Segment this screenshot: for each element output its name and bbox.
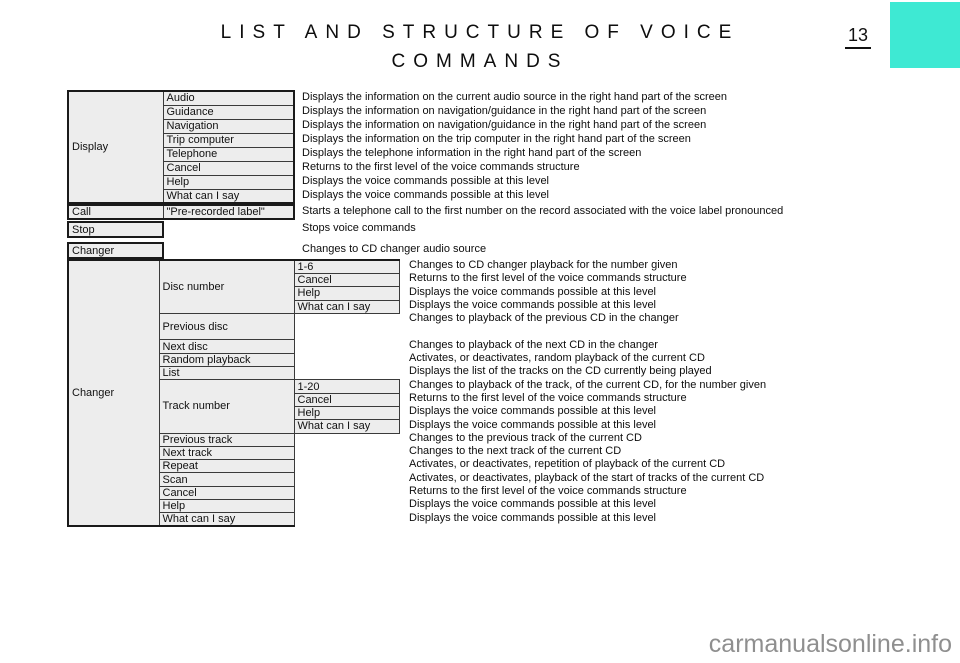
- command-cell: Cancel: [294, 274, 399, 287]
- command-description: Returns to the first level of the voice commands structure: [302, 161, 580, 173]
- empty-cell: [294, 513, 399, 527]
- command-description: Displays the voice commands possible at this level: [409, 298, 657, 311]
- command-description: Displays the information on navigation/guidance in the right hand part of the screen: [302, 105, 707, 117]
- empty-cell: [294, 327, 399, 340]
- command-description: Displays the voice commands possible at this level: [409, 405, 657, 418]
- changer-descriptions: [409, 259, 766, 525]
- empty-cell: [294, 500, 399, 513]
- command-cell: 1-6: [294, 260, 399, 274]
- command-description: Changes to playback of the next CD in the changer: [409, 338, 658, 351]
- display-group-label: Display: [68, 91, 163, 203]
- command-cell: What can I say: [294, 300, 399, 313]
- command-description: Displays the information on navigation/guidance in the right hand part of the screen: [302, 119, 707, 131]
- command-description: Displays the voice commands possible at this level: [409, 498, 657, 511]
- command-description: Activates, or deactivates, random playback of the current CD: [409, 352, 705, 365]
- command-cell: Next disc: [159, 340, 294, 353]
- command-cell: Cancel: [294, 393, 399, 406]
- command-cell: 1-20: [294, 380, 399, 393]
- command-cell: Cancel: [159, 486, 294, 499]
- command-description: Displays the voice commands possible at this level: [302, 189, 550, 201]
- command-cell: Telephone: [163, 147, 294, 161]
- empty-cell: [294, 473, 399, 486]
- changer-label-cell: Changer: [68, 243, 163, 258]
- command-description: Displays the voice commands possible at this level: [409, 418, 657, 431]
- command-cell: Help: [294, 406, 399, 419]
- command-cell: Random playback: [159, 353, 294, 366]
- spacer-line: [409, 325, 766, 338]
- command-cell: Help: [294, 287, 399, 300]
- empty-cell: [294, 340, 399, 353]
- command-description: Changes to the previous track of the current CD: [409, 431, 642, 444]
- command-cell: Previous track: [159, 433, 294, 446]
- call-label-cell: Call: [68, 205, 163, 219]
- command-description: Changes to playback of the track, of the current CD, for the number given: [409, 378, 767, 391]
- empty-cell: [294, 367, 399, 380]
- stop-command-table: [67, 221, 164, 238]
- call-command-table: [67, 204, 295, 220]
- command-cell: Next track: [159, 446, 294, 459]
- command-cell: What can I say: [163, 189, 294, 203]
- command-cell: Scan: [159, 473, 294, 486]
- track-number-label: Track number: [159, 380, 294, 433]
- stop-label-cell: Stop: [68, 222, 163, 237]
- display-commands-table: [67, 90, 295, 204]
- command-cell: What can I say: [159, 513, 294, 527]
- page-number: 13: [845, 24, 871, 49]
- empty-cell: [294, 460, 399, 473]
- command-cell: List: [159, 367, 294, 380]
- changer-structure-table: [67, 259, 400, 527]
- page-title: [0, 18, 960, 76]
- changer-description: Changes to CD changer audio source: [302, 243, 487, 255]
- command-description: Changes to the next track of the current CD: [409, 445, 622, 458]
- command-cell: Trip computer: [163, 133, 294, 147]
- command-description: Returns to the first level of the voice commands structure: [409, 272, 687, 285]
- empty-cell: [294, 486, 399, 499]
- command-cell: Previous disc: [159, 313, 294, 340]
- command-description: Changes to CD changer playback for the number given: [409, 259, 678, 271]
- empty-cell: [294, 433, 399, 446]
- page-title-line2: COMMANDS: [391, 51, 569, 72]
- command-cell: Navigation: [163, 119, 294, 133]
- command-description: Displays the information on the current audio source in the right hand part of the screen: [302, 91, 727, 103]
- changer-command-table: [67, 242, 164, 259]
- command-description: Displays the information on the trip computer in the right hand part of the screen: [302, 133, 691, 145]
- call-value-cell: "Pre-recorded label": [163, 205, 294, 219]
- command-cell: Help: [159, 500, 294, 513]
- command-description: Displays the list of the tracks on the CD currently being played: [409, 365, 712, 378]
- command-cell: Help: [163, 175, 294, 189]
- empty-cell: [294, 353, 399, 366]
- command-description: Returns to the first level of the voice commands structure: [409, 391, 687, 404]
- command-description: Displays the voice commands possible at this level: [409, 285, 657, 298]
- command-cell: Audio: [163, 91, 294, 105]
- command-description: Changes to playback of the previous CD in the changer: [409, 312, 679, 325]
- page-title-line1: LIST AND STRUCTURE OF VOICE: [220, 22, 740, 43]
- command-cell: What can I say: [294, 420, 399, 433]
- empty-cell: [294, 446, 399, 459]
- command-description: Activates, or deactivates, playback of the start of tracks of the current CD: [409, 471, 765, 484]
- disc-number-label: Disc number: [159, 260, 294, 313]
- changer-group-label: Changer: [68, 260, 159, 526]
- empty-cell: [294, 313, 399, 326]
- command-description: Displays the voice commands possible at this level: [302, 175, 550, 187]
- call-description: Starts a telephone call to the first number on the record associated with the voice label pronounced: [302, 205, 784, 217]
- command-description: Activates, or deactivates, repetition of playback of the current CD: [409, 458, 726, 471]
- command-description: Displays the voice commands possible at this level: [409, 511, 657, 524]
- command-description: Displays the telephone information in the right hand part of the screen: [302, 147, 642, 159]
- display-descriptions: [302, 90, 727, 202]
- command-cell: Guidance: [163, 105, 294, 119]
- command-cell: Repeat: [159, 460, 294, 473]
- stop-description: Stops voice commands: [302, 222, 416, 234]
- command-description: Returns to the first level of the voice commands structure: [409, 485, 687, 498]
- watermark: carmanualsonline.info: [708, 630, 952, 658]
- command-cell: Cancel: [163, 161, 294, 175]
